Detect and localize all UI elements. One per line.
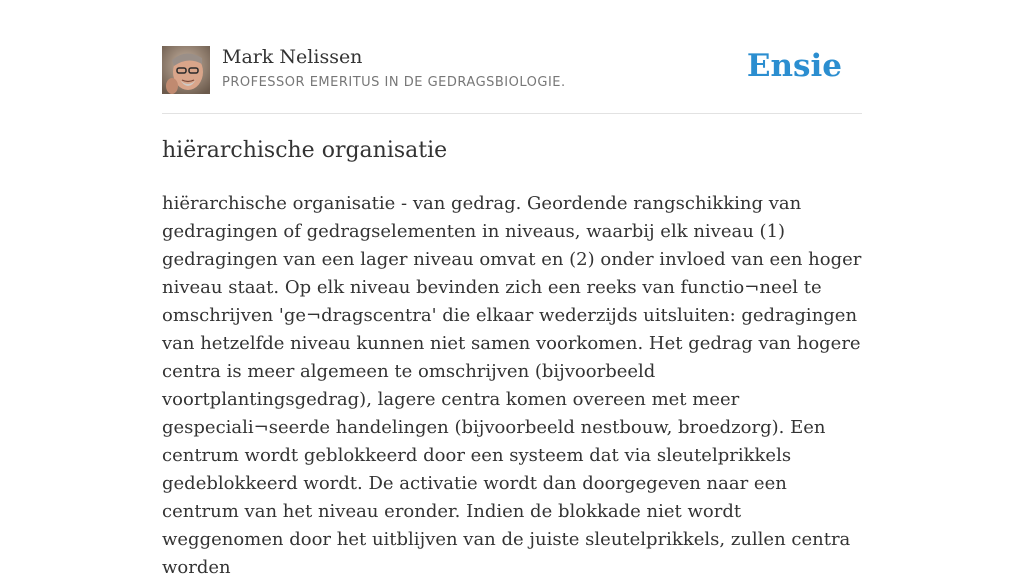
author-tagline: PROFESSOR EMERITUS IN DE GEDRAGSBIOLOGIE. <box>222 75 566 90</box>
author-header <box>162 46 862 96</box>
entry-title: hiërarchische organisatie <box>162 138 448 163</box>
author-portrait-icon <box>162 46 210 94</box>
author-name[interactable]: Mark Nelissen <box>222 46 363 68</box>
ensie-logo[interactable]: Ensie <box>746 48 842 84</box>
author-avatar[interactable] <box>162 46 210 94</box>
entry-body: hiërarchische organisatie - van gedrag. Geordende rangschikking van gedragingen of gedragselementen in niveaus, waarbij elk niveau (1) gedragingen van een lager niveau omvat en (2) onder invloed van een hoger niveau staat. Op elk niveau bevinden zich een reeks van functio¬neel te omschrijven 'ge¬dragscentra' die elkaar wederzijds uitsluiten: gedragingen van hetzelfde niveau kunnen niet samen voorkomen. Het gedrag van hogere centra is meer algemeen te omschrijven (bijvoorbeeld voortplantingsgedrag), lagere centra komen overeen met meer gespeciali¬seerde handelingen (bijvoorbeeld nestbouw, broedzorg). Een centrum wordt geblokkeerd door een systeem dat via sleutelprikkels gedeblokkeerd wordt. De activatie wordt dan doorgegeven naar een centrum van het niveau eronder. Indien de blokkade niet wordt weggenomen door het uitblijven van de juiste sleutelprikkels, zullen centra worden <box>162 193 862 578</box>
header-divider <box>162 113 862 114</box>
